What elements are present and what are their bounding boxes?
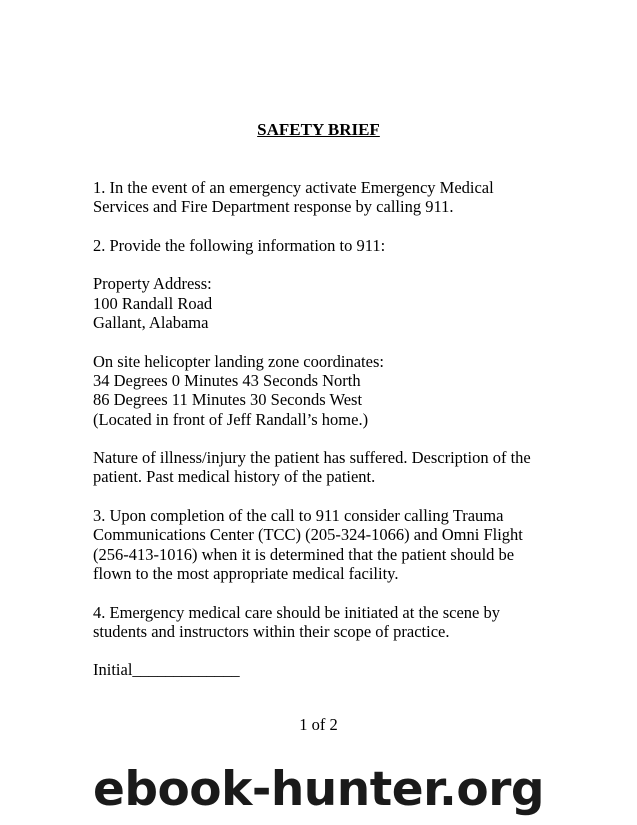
paragraph-step-1 (93, 178, 563, 217)
text-line: Services and Fire Department response by calling 911. (93, 197, 454, 217)
text-line: 1. In the event of an emergency activate Emergency Medical (93, 178, 494, 197)
paragraph-step-3 (93, 506, 563, 583)
coordinates-location-note: (Located in front of Jeff Randall’s home.) (93, 409, 369, 429)
text-line: 3. Upon completion of the call to 911 consider calling Trauma (93, 506, 504, 526)
paragraph-step-4 (93, 603, 563, 642)
text-line: 2. Provide the following information to 911: (93, 235, 386, 255)
document-title: SAFETY BRIEF (257, 120, 380, 139)
watermark-text: ebook-hunter.org (92, 762, 545, 817)
address-city: Gallant, Alabama (93, 313, 209, 333)
text-line: 4. Emergency medical care should be initiated at the scene by (93, 602, 500, 622)
address-label: Property Address: (93, 274, 212, 294)
landing-zone-coordinates (93, 352, 563, 429)
coordinates-label: On site helicopter landing zone coordinates: (93, 351, 384, 371)
text-line: students and instructors within their scope of practice. (93, 621, 450, 641)
text-line: (256-413-1016) when it is determined that the patient should be (93, 544, 515, 564)
initial-field (93, 660, 563, 679)
address-street: 100 Randall Road (93, 293, 213, 313)
document-body (93, 178, 563, 699)
paragraph-step-2 (93, 236, 563, 255)
coordinates-latitude: 34 Degrees 0 Minutes 43 Seconds North (93, 370, 361, 390)
text-line: patient. Past medical history of the patient. (93, 467, 376, 487)
property-address (93, 274, 563, 332)
paragraph-patient-info (93, 448, 563, 487)
text-line: flown to the most appropriate medical facility. (93, 563, 399, 583)
initial-line: Initial_____________ (93, 660, 240, 680)
page-number: 1 of 2 (299, 715, 338, 734)
text-line: Nature of illness/injury the patient has suffered. Description of the (93, 448, 531, 468)
text-line: Communications Center (TCC) (205-324-1066) and Omni Flight (93, 525, 523, 545)
coordinates-longitude: 86 Degrees 11 Minutes 30 Seconds West (93, 390, 363, 410)
